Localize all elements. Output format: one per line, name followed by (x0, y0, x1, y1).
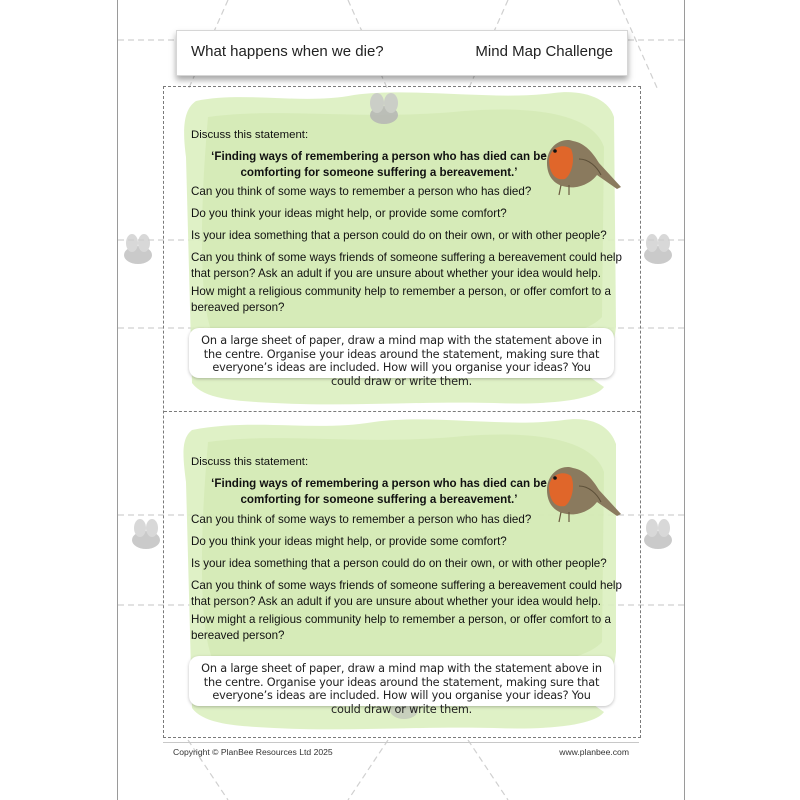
task-box (189, 656, 614, 716)
question-5: How might a religious community help to remember a person, or offer comfort to a bereaved person? (191, 285, 611, 314)
question-2: Do you think your ideas might help, or provide some comfort? (191, 207, 507, 220)
question-3: Is your idea something that a person could do on their own, or with other people? (191, 557, 607, 570)
discussion-prompt: Discuss this statement: (191, 129, 309, 141)
quote-line: comforting for someone suffering a bereavement.’ (240, 166, 518, 179)
statement-quote (194, 476, 564, 508)
activity-card (164, 412, 640, 736)
question-3: Is your idea something that a person could do on their own, or with other people? (191, 229, 607, 242)
worksheet-page (117, 0, 685, 800)
footer-divider (163, 742, 639, 743)
quote-line: ‘Finding ways of remembering a person who has died can be (211, 150, 547, 163)
activity-label: Mind Map Challenge (475, 43, 613, 60)
website-link[interactable]: www.planbee.com (559, 747, 629, 757)
discussion-prompt: Discuss this statement: (191, 456, 309, 468)
quote-line: ‘Finding ways of remembering a person who has died can be (211, 477, 547, 490)
question-4: Can you think of some ways friends of someone suffering a bereavement could help that person? Ask an adult if you are unsure about whether your idea would help. (191, 251, 622, 280)
task-instructions: On a large sheet of paper, draw a mind map with the statement above in the centre. Organise your ideas around the statement, making sure that everyone’s ideas are included. How will you organise your ideas? You could draw or write them. (201, 662, 602, 716)
task-instructions: On a large sheet of paper, draw a mind map with the statement above in the centre. Organise your ideas around the statement, making sure that everyone’s ideas are included. How will you organise your ideas? You could draw or write them. (201, 334, 602, 388)
question-2: Do you think your ideas might help, or provide some comfort? (191, 535, 507, 548)
statement-quote (194, 149, 564, 181)
activity-card (164, 87, 640, 412)
card-sheet (163, 86, 641, 738)
copyright-notice: Copyright © PlanBee Resources Ltd 2025 (173, 747, 333, 757)
task-box (189, 328, 614, 388)
question-4: Can you think of some ways friends of someone suffering a bereavement could help that person? Ask an adult if you are unsure about whether your idea would help. (191, 579, 622, 608)
question-1: Can you think of some ways to remember a person who has died? (191, 185, 532, 198)
question-1: Can you think of some ways to remember a person who has died? (191, 513, 532, 526)
header-bar (176, 30, 628, 76)
quote-line: comforting for someone suffering a bereavement.’ (240, 493, 518, 506)
page-title: What happens when we die? (191, 43, 384, 60)
question-5: How might a religious community help to remember a person, or offer comfort to a bereaved person? (191, 613, 611, 642)
